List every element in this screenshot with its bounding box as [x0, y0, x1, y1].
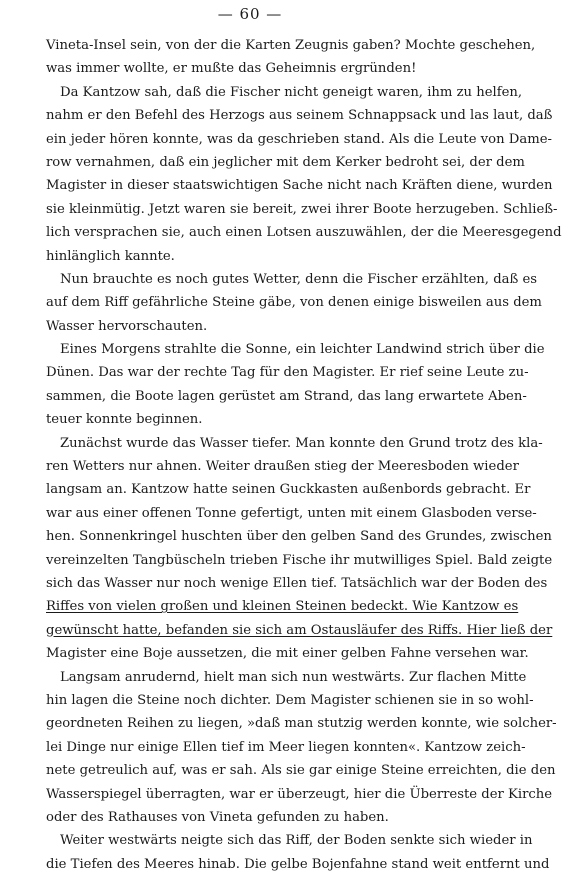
text-line: nete getreulich auf, was er sah. Als sie gar einige Steine erreichten, die den — [46, 763, 556, 779]
text-line: sammen, die Boote lagen gerüstet am Strand, das lang erwartete Aben- — [46, 388, 527, 404]
text-line: Nun brauchte es noch gutes Wetter, denn die Fischer erzählten, daß es — [60, 271, 538, 287]
text-line: Magister in dieser staatswichtigen Sache nicht nach Kräften diene, wurden — [46, 178, 553, 194]
text-line: row vernahmen, daß ein jeglicher mit dem Kerker bedroht sei, der dem — [46, 154, 525, 170]
underlined-text-line: Riffes von vielen großen und kleinen Steinen bedeckt. Wie Kantzow es — [46, 599, 519, 615]
text-line: Vineta-Insel sein, von der die Karten Zeugnis gaben? Mochte geschehen, — [46, 38, 536, 53]
text-line: auf dem Riff gefährliche Steine gäbe, von denen einige bisweilen aus dem — [46, 295, 542, 311]
text-line: Da Kantzow sah, daß die Fischer nicht geneigt waren, ihm zu helfen, — [60, 84, 523, 100]
text-line: Zunächst wurde das Wasser tiefer. Man konnte den Grund trotz des kla- — [60, 435, 543, 451]
text-line: hin lagen die Steine noch dichter. Dem Magister schienen sie in so wohl- — [46, 692, 534, 708]
page-number: — 60 — — [217, 5, 283, 23]
text-line: die Tiefen des Meeres hinab. Die gelbe Bojenfahne stand weit entfernt und — [46, 856, 550, 872]
text-line: sie kleinmütig. Jetzt waren sie bereit, zwei ihrer Boote herzugeben. Schließ- — [46, 201, 558, 217]
text-line: lei Dinge nur einige Ellen tief im Meer liegen konnten«. Kantzow zeich- — [46, 739, 526, 755]
text-line: oder des Rathauses von Vineta gefunden zu haben. — [46, 809, 389, 825]
text-line: ein jeder hören konnte, was da geschrieben stand. Als die Leute von Dame- — [46, 131, 552, 147]
text-line: Magister eine Boje aussetzen, die mit einer gelben Fahne versehen war. — [46, 646, 529, 662]
text-line: teuer konnte beginnen. — [46, 412, 203, 428]
text-line: hinlänglich kannte. — [46, 248, 175, 264]
text-line: Wasser hervorschauten. — [46, 318, 208, 334]
text-line: hen. Sonnenkringel huschten über den gelben Sand des Grundes, zwischen — [46, 529, 552, 545]
text-line: vereinzelten Tangbüscheln trieben Fische ihr mutwilliges Spiel. Bald zeigte — [46, 552, 553, 568]
text-line: was immer wollte, er mußte das Geheimnis ergründen! — [46, 61, 417, 77]
text-line: nahm er den Befehl des Herzogs aus seinem Schnappsack und las laut, daß — [46, 108, 553, 124]
text-line: geordneten Reihen zu liegen, »daß man stutzig werden konnte, wie solcher- — [46, 716, 557, 732]
text-line: langsam an. Kantzow hatte seinen Guckkasten außenbords gebracht. Er — [46, 482, 531, 498]
text-line: sich das Wasser nur noch wenige Ellen tief. Tatsächlich war der Boden des — [46, 575, 548, 591]
underlined-text-line: gewünscht hatte, befanden sie sich am Ostausläufer des Riffs. Hier ließ der — [46, 622, 553, 638]
text-line: war aus einer offenen Tonne gefertigt, unten mit einem Glasboden verse- — [46, 505, 537, 521]
text-line: Langsam anrudernd, hielt man sich nun westwärts. Zur flachen Mitte — [60, 669, 527, 685]
text-line: ren Wetters nur ahnen. Weiter draußen stieg der Meeresboden wieder — [46, 459, 519, 475]
text-line: Wasserspiegel überragten, war er überzeugt, hier die Überreste der Kirche — [46, 786, 553, 802]
text-line: Dünen. Das war der rechte Tag für den Magister. Er rief seine Leute zu- — [46, 365, 529, 381]
text-line: Weiter westwärts neigte sich das Riff, der Boden senkte sich wieder in — [60, 833, 533, 849]
text-line: lich versprachen sie, auch einen Lotsen auszuwählen, der die Meeresgegend — [46, 225, 562, 241]
text-line: Eines Morgens strahlte die Sonne, ein leichter Landwind strich über die — [60, 342, 545, 358]
body-text — [46, 34, 562, 876]
